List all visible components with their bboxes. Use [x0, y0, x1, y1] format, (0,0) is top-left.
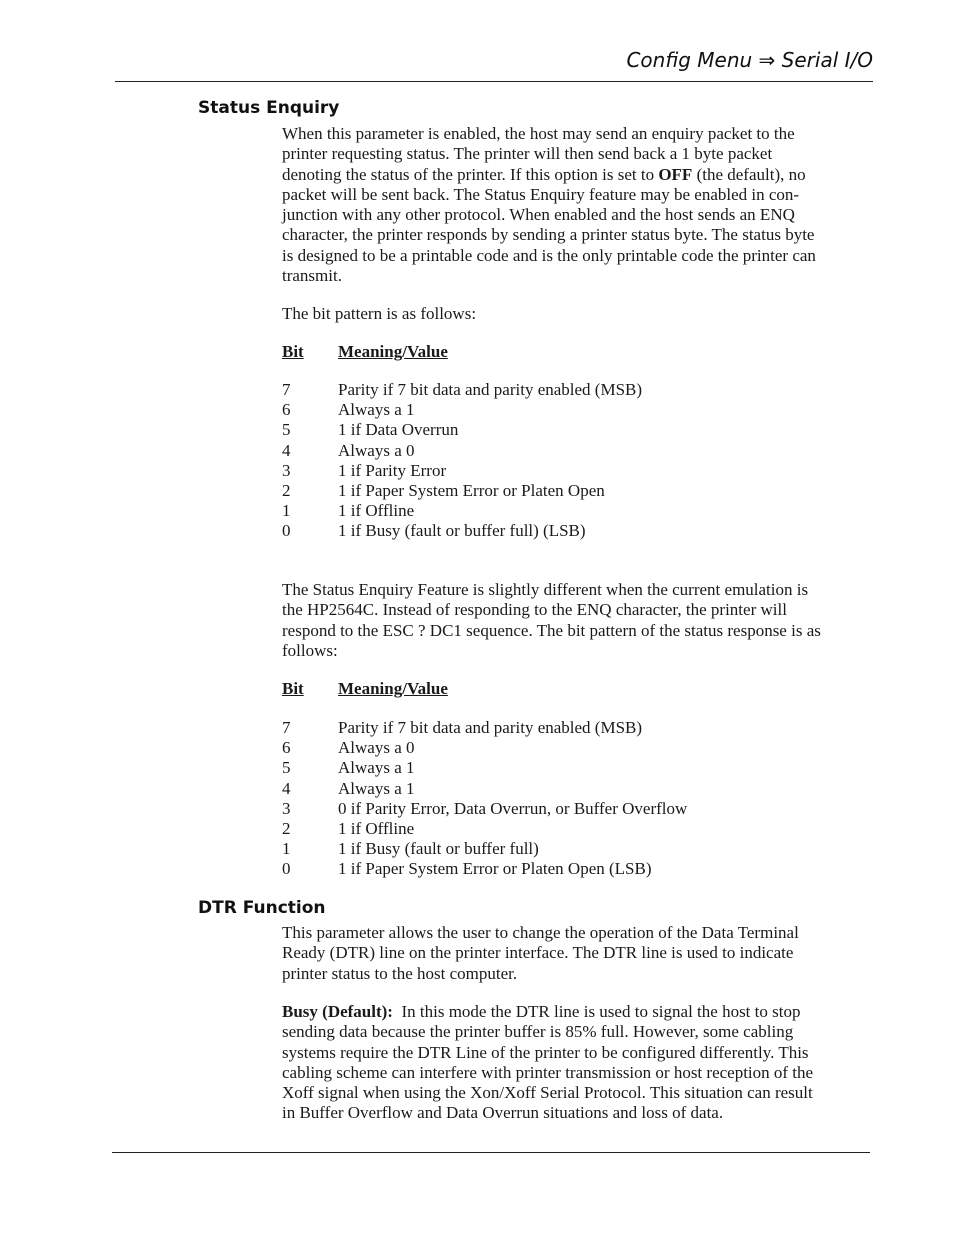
table-row: 4 Always a 1	[282, 778, 415, 798]
busy-line: Busy (Default): In this mode the DTR line is used to signal the host to stop	[282, 1002, 801, 1021]
dtr-function-heading: DTR Function	[198, 898, 326, 918]
col-bit-header: Bit	[282, 679, 304, 698]
hp-emulation-text	[282, 580, 872, 661]
off-keyword: OFF	[658, 164, 693, 184]
intro-line: character, the printer responds by sending a printer status byte. The status byte	[282, 225, 815, 245]
table-header	[282, 342, 872, 362]
page-header-title: Config Menu ⇒ Serial I/O	[626, 48, 873, 72]
dtr-line: This parameter allows the user to change the operation of the Data Terminal	[282, 923, 799, 942]
hp-line: follows:	[282, 640, 338, 660]
table-row: 1 1 if Offline	[282, 501, 415, 521]
table-row: 2 1 if Offline	[282, 818, 415, 838]
table-row: 4 Always a 0	[282, 440, 415, 460]
table-row: 6 Always a 1	[282, 400, 415, 420]
bit-table-1	[282, 342, 872, 542]
footer-rule	[112, 1152, 870, 1153]
table-row: 7 Parity if 7 bit data and parity enabled (MSB)	[282, 380, 643, 399]
hp-line: the HP2564C. Instead of responding to the ENQ character, the printer will	[282, 600, 787, 620]
col-meaning-header: Meaning/Value	[338, 342, 448, 361]
dtr-line: printer status to the host computer.	[282, 963, 518, 983]
table-row: 7 Parity if 7 bit data and parity enabled (MSB)	[282, 718, 643, 737]
table-header	[282, 679, 872, 699]
header-rule	[115, 81, 873, 82]
table-row: 1 1 if Busy (fault or buffer full)	[282, 839, 539, 859]
col-meaning-header: Meaning/Value	[338, 679, 448, 698]
busy-line: systems require the DTR Line of the printer to be configured differently. This	[282, 1042, 809, 1062]
table-row: 3 0 if Parity Error, Data Overrun, or Buffer Overflow	[282, 798, 688, 818]
table-row: 0 1 if Paper System Error or Platen Open (LSB)	[282, 859, 652, 879]
busy-line: cabling scheme can interfere with printer transmission or host reception of the	[282, 1062, 814, 1082]
intro-line: transmit.	[282, 266, 342, 286]
status-enquiry-intro	[282, 124, 872, 286]
col-bit-header: Bit	[282, 342, 304, 361]
busy-default-label: Busy (Default):	[282, 1002, 393, 1021]
intro-line: packet will be sent back. The Status Enquiry feature may be enabled in con-	[282, 184, 800, 204]
bit-pattern-text: The bit pattern is as follows:	[282, 304, 477, 323]
busy-line: Xoff signal when using the Xon/Xoff Serial Protocol. This situation can result	[282, 1083, 813, 1103]
table-row: 2 1 if Paper System Error or Platen Open	[282, 480, 605, 500]
bit-table-2	[282, 679, 872, 880]
intro-line: denoting the status of the printer. If this option is set to OFF (the default), no	[282, 164, 806, 184]
busy-line: sending data because the printer buffer is 85% full. However, some cabling	[282, 1022, 794, 1042]
intro-line: junction with any other protocol. When enabled and the host sends an ENQ	[282, 205, 795, 225]
status-enquiry-heading: Status Enquiry	[198, 98, 340, 118]
hp-line: respond to the ESC ? DC1 sequence. The bit pattern of the status response is as	[282, 620, 821, 640]
dtr-line: Ready (DTR) line on the printer interface. The DTR line is used to indicate	[282, 943, 794, 963]
busy-line: in Buffer Overflow and Data Overrun situations and loss of data.	[282, 1103, 724, 1123]
table-row: 5 Always a 1	[282, 758, 415, 778]
table-row: 0 1 if Busy (fault or buffer full) (LSB)	[282, 521, 586, 541]
hp-line: The Status Enquiry Feature is slightly different when the current emulation is	[282, 580, 809, 599]
dtr-busy-paragraph	[282, 1002, 872, 1124]
intro-line: is designed to be a printable code and is the only printable code the printer can	[282, 245, 816, 265]
table-row: 3 1 if Parity Error	[282, 460, 447, 480]
table-row: 6 Always a 0	[282, 738, 415, 758]
intro-line: When this parameter is enabled, the host may send an enquiry packet to the	[282, 124, 795, 143]
intro-line: printer requesting status. The printer will then send back a 1 byte packet	[282, 144, 773, 164]
dtr-intro	[282, 923, 872, 984]
table-row: 5 1 if Data Overrun	[282, 420, 459, 440]
